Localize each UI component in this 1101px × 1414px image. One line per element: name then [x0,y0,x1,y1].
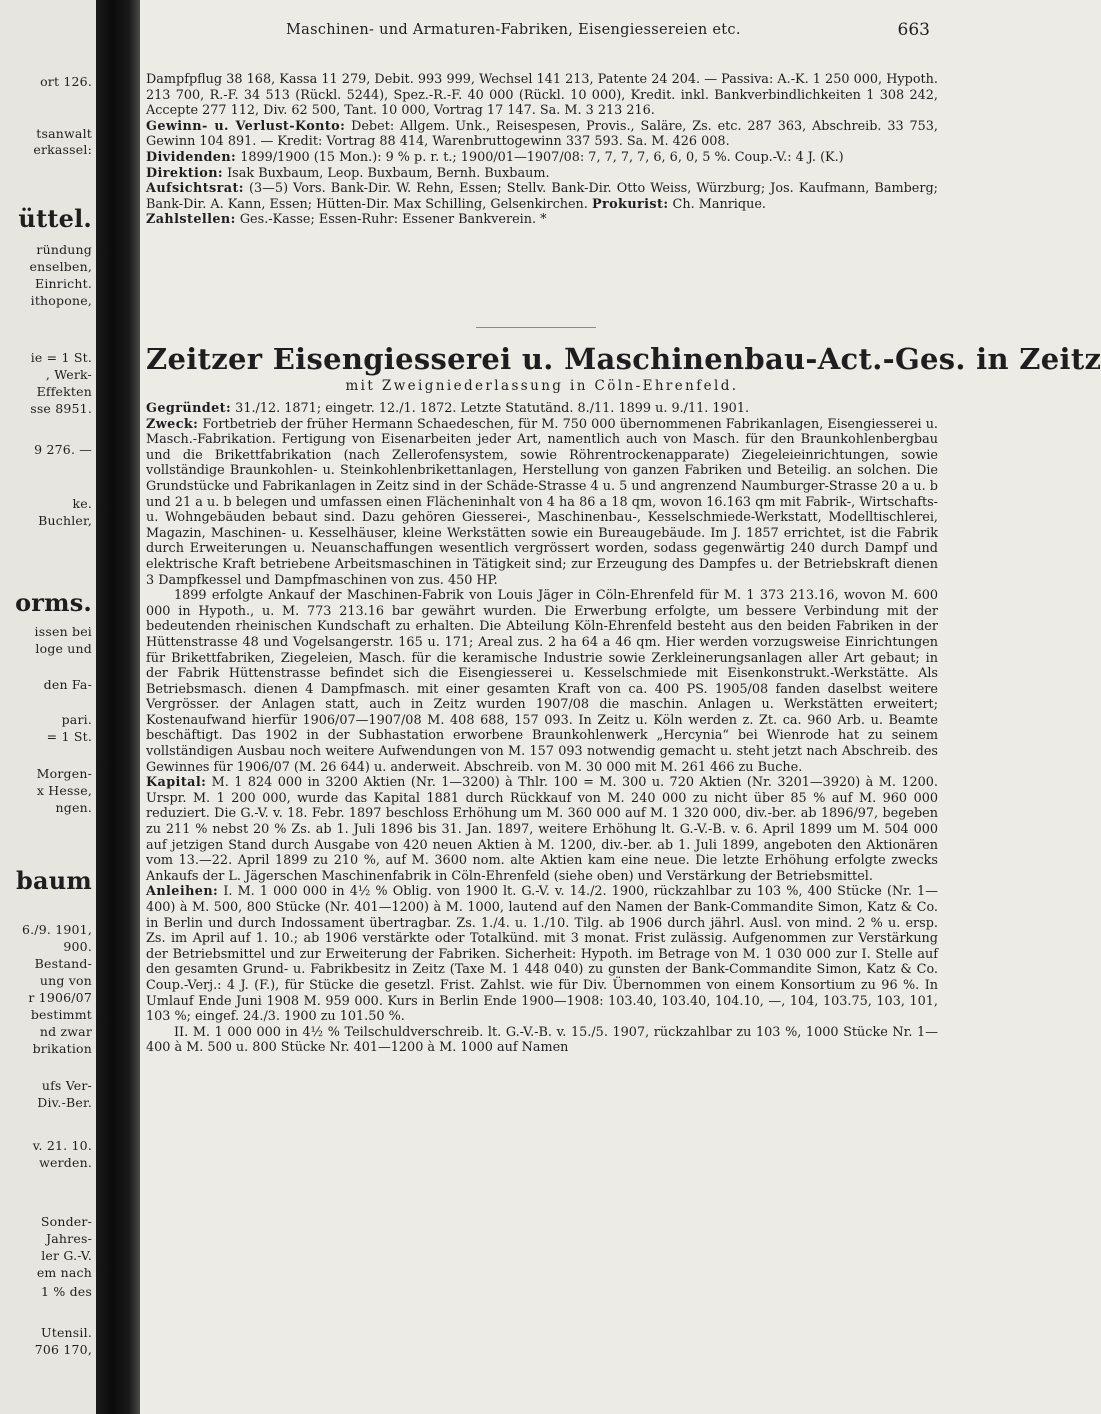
margin-line: üttel. [18,204,92,233]
margin-line: Bestand- [34,956,92,971]
margin-line: 900. [63,939,92,954]
margin-line: v. 21. 10. [32,1138,92,1153]
margin-line: ort 126. [40,74,92,89]
page-number: 663 [897,20,930,40]
running-title: Maschinen- und Armaturen-Fabriken, Eisengiessereien etc. [286,22,741,38]
margin-line: Utensil. [41,1325,92,1340]
margin-line: Jahres- [46,1231,92,1246]
paying-agents-label: Zahlstellen: [146,212,236,228]
margin-line: ufs Ver- [41,1078,92,1093]
capital-label: Kapital: [146,775,207,791]
loans-text: I. M. 1 000 000 in 4½ % Oblig. von 1900 lt. G.-V. v. 14./2. 1900, rückzahlbar zu 103 %, 400 Stücke (Nr. 1—400) à M. 500, 800 Stücke (Nr. 401—1200) à M. 1000, lautend auf den Namen der Bank-Commandite Simon, Katz & Co. in Berlin und durch Indossament übertragbar. Zs. 1./4. u. 1./10. Tilg. ab 1906 durch jährl. Ausl. von mind. 2 % u. ersp. Zs. im April auf 1. 10.; ab 1906 verstärkte oder Totalkünd. mit 3 monat. Frist zulässig. Aufgenommen zur Verstärkung der Betriebsmittel und zur Erweiterung der Fabriken. Sicherheit: Hypoth. im Betrage von M. 1 030 000 zur I. Stelle auf den gesamten Grund- u. Fabrikbesitz in Zeitz (Taxe M. 1 448 040) zu gunsten der Bank-Commandite Simon, Katz & Co. Coup.-Verj.: 4 J. (F.), für Stücke die gesetzl. Frist. Zahlst. wie für Div. Übernommen von einem Konsortium zu 96 %. In Umlauf Ende Juni 1908 M. 959 000. Kurs in Berlin Ende 1900—1908: 103.40, 103.40, 104.10, —, 104, 103.75, 103, 101, 103 %; eingef. 24./3. 1900 zu 101.50 %. [146,884,938,1025]
margin-line: ie = 1 St. [30,350,92,365]
company-entry [146,401,938,1056]
dividends-text: 1899/1900 (15 Mon.): 9 % p. r. t.; 1900/01—1907/08: 7, 7, 7, 7, 6, 6, 0, 5 %. Coup.-V.: 4 J. (K.) [240,149,844,165]
dividends-paragraph [146,150,938,166]
previous-company-entry [146,72,938,228]
margin-line: Effekten [36,384,92,399]
company-title: Zeitzer Eisengiesserei u. Maschinenbau-Act.-Ges. in Zeitz [146,342,1101,376]
running-header [146,20,936,46]
balance-sheet-text: Dampfpflug 38 168, Kassa 11 279, Debit. 993 999, Wechsel 141 213, Patente 24 204. — Passiva: A.-K. 1 250 000, Hypoth. 213 700, R.-F. 34 513 (Rückl. 5244), Spez.-R.-F. 40 000 (Rückl. 10 000), Kredit. inkl. Bankverbindlichkeiten 1 308 242, Accepte 277 112, Div. 62 500, Tant. 10 000, Vortrag 17 147. Sa. M. 3 213 216. [146,72,938,119]
margin-line: Sonder- [40,1214,92,1229]
margin-line: ke. [72,496,92,511]
profit-loss-text: Debet: Allgem. Unk., Reisespesen, Provis., Saläre, Zs. etc. 287 363, Abschreib. 33 753, Gewinn 104 891. — Kredit: Vortrag 88 414, Warenbruttogewinn 337 593. Sa. M. 426 008. [146,118,938,150]
margin-line: 9 276. — [34,442,92,457]
founded-paragraph [146,401,938,417]
supervisory-board-paragraph [146,181,938,212]
supervisory-board-label: Aufsichtsrat: [146,181,244,197]
profit-loss-paragraph [146,119,938,150]
margin-line: 1 % des [41,1284,92,1299]
procurator-label: Prokurist: [591,196,669,212]
profit-loss-label: Gewinn- u. Verlust-Konto: [146,118,346,134]
margin-line: ründung [36,242,92,257]
margin-line: = 1 St. [46,729,92,744]
direction-text: Isak Buxbaum, Leop. Buxbaum, Bernh. Buxbaum. [227,165,550,181]
margin-line: nd zwar [39,1024,92,1039]
purpose-label: Zweck: [146,416,199,432]
margin-line: ung von [39,973,92,988]
purpose-paragraph [146,417,938,589]
purpose-text: Fortbetrieb der früher Hermann Schaedeschen, für M. 750 000 übernommenen Fabrikanlagen, Eisengiesserei u. Masch.-Fabrikation. Fertigung von Eisenarbeiten jeder Art, namentlich auch von Masch. für den Braunkohlenbergbau und die Brikettfabrikation (nach Zellerofensystem, sowie Röhrentrockenapparate) Ziegeleieinrichtungen, sowie vollständige Braunkohlen- u. Steinkohlenbrikettanlagen, Herstellung von ganzen Fabriken und Beteilig. an solchen. Die Grundstücke und Fabrikanlagen in Zeitz sind in der Schäde-Strasse 4 u. 5 und angrenzend Naumburger-Strasse 20 a u. b und 21 a u. b belegen und umfassen einen Flächeninhalt von 4 ha 86 a 18 qm, wovon 16.163 qm mit Fabrik-, Wirtschafts- u. Wohngebäuden bebaut sind. Dazu gehören Giesserei-, Maschinenbau-, Kesselschmiede-Werkstatt, Modelltischlerei, Magazin, Maschinen- u. Kesselhäuser, kleine Werkstätten sowie ein Bureaugebäude. Im J. 1857 errichtet, ist die Fabrik durch Erweiterungen u. Neuanschaffungen wesentlich vergrössert worden, sodass gegenwärtig 240 durch Dampf und elektrische Kraft betriebene Arbeitsmaschinen in Tätigkeit sind; zur Erzeugung des Dampfes u. der Betriebskraft dienen 3 Dampfkessel und Dampfmaschinen von zus. 450 HP. [146,416,939,588]
book-page [146,0,1101,1414]
dividends-label: Dividenden: [146,149,237,165]
margin-line: werden. [39,1155,92,1170]
margin-line: baum [16,866,92,895]
margin-line: den Fa- [43,677,92,692]
margin-line: ithopone, [30,293,92,308]
history-paragraph: 1899 erfolgte Ankauf der Maschinen-Fabrik von Louis Jäger in Cöln-Ehrenfeld für M. 1 373 213.16, wovon M. 600 000 in Hypoth., u. M. 773 213.16 bar gewährt wurden. Die Erwerbung erfolgte, um bessere Verbindung mit der bedeutenden rheinischen Kundschaft zu erhalten. Die Abteilung Köln-Ehrenfeld besteht aus den beiden Fabriken in der Hüttenstrasse 48 und Vogelsangerstr. 165 u. 171; Areal zus. 2 ha 64 a 46 qm. Hier werden vorzugsweise Einrichtungen für Brikettfabriken, Ziegeleien, Masch. für die keramische Industrie sowie Zerkleinerungsanlagen aller Art gebaut; in der Fabrik Hüttenstrasse befindet sich die Eisengiesserei u. Kesselschmiede mit Eisenkonstrukt.-Werkstätte. Als Betriebsmasch. dienen 4 Dampfmasch. mit einer gesamten Kraft von ca. 400 PS. 1905/08 fanden daselbst weitere Vergrösser. der Anlagen statt, auch in Zeitz wurden 1907/08 die maschin. Anlagen u. Werkstätten erweitert; Kostenaufwand hierfür 1906/07—1907/08 M. 408 688, 157 093. In Zeitz u. Köln werden z. Zt. ca. 960 Arb. u. Beamte beschäftigt. Das 1902 in der Subhastation erworbene Braunkohlenwerk „Hercynia“ bei Wienrode hat zu seinem vollständigen Ausbau noch weitere Aufwendungen von M. 157 093 notwendig gemacht u. steht jetzt nach Abschreib. des Gewinnes für 1906/07 (M. 26 644) u. anderweit. Abschreib. von M. 30 000 mit M. 261 466 zu Buche. [146,588,938,775]
margin-line: orms. [15,588,92,617]
founded-label: Gegründet: [146,401,232,416]
paying-agents-paragraph [146,212,938,228]
loans-label: Anleihen: [146,884,219,900]
supervisory-board-text: (3—5) Vors. Bank-Dir. W. Rehn, Essen; Stellv. Bank-Dir. Otto Weiss, Würzburg; Jos. Kaufmann, Bamberg; Bank-Dir. A. Kann, Essen; Hütten-Dir. Max Schilling, Gelsenkirchen. [146,181,938,212]
procurator-text: Ch. Manrique. [672,196,766,212]
margin-line: sse 8951. [30,401,92,416]
margin-line: erkassel: [33,142,92,157]
margin-line: Einricht. [35,276,92,291]
margin-line: , Werk- [45,367,92,382]
margin-line: pari. [61,712,92,727]
margin-line: bestimmt [30,1007,92,1022]
margin-line: Buchler, [38,513,92,528]
margin-line: Morgen- [36,766,92,781]
loans-paragraph [146,884,938,1024]
capital-text: M. 1 824 000 in 3200 Aktien (Nr. 1—3200) à Thlr. 100 = M. 300 u. 720 Aktien (Nr. 3201—3920) à M. 1200. Urspr. M. 1 200 000, wurde das Kapital 1881 durch Rückkauf von M. 240 000 zu nicht über 85 % auf M. 960 000 reduziert. Die G.-V. v. 18. Febr. 1897 beschloss Erhöhung um M. 360 000 auf M. 1 320 000, div.-ber. ab 1896/97, begeben zu 211 % nebst 20 % Zs. ab 1. Juli 1896 bis 31. Jan. 1897, weitere Erhöhung lt. G.-V.-B. v. 6. April 1899 um M. 504 000 auf jetzigen Stand durch Ausgabe von 420 neuen Aktien à M. 1200, div.-ber. ab 1. Juli 1899, angeboten den Aktionären vom 13.—22. April 1899 zu 210 %, auf M. 3600 nom. alte Aktien kam eine neue. Die letzte Erhöhung erfolgte zwecks Ankaufs der L. Jägerschen Maschinenfabrik in Cöln-Ehrenfeld (siehe oben) und Verstärkung der Betriebsmittel. [146,775,938,884]
margin-line: tsanwalt [36,126,92,141]
paying-agents-text: Ges.-Kasse; Essen-Ruhr: Essener Bankverein. * [239,212,547,228]
margin-line: 706 170, [34,1342,92,1357]
margin-line: brikation [32,1041,92,1056]
margin-line: x Hesse, [36,783,92,798]
direction-label: Direktion: [146,165,224,181]
margin-line: loge und [35,641,92,656]
margin-line: 6./9. 1901, [21,922,92,937]
margin-line: ngen. [55,800,92,815]
book-gutter-shadow [96,0,140,1414]
margin-line: ler G.-V. [41,1248,92,1263]
margin-line: r 1906/07 [28,990,92,1005]
margin-line: em nach [36,1265,92,1280]
company-subtitle: mit Zweigniederlassung in Cöln-Ehrenfeld. [345,378,739,394]
capital-paragraph [146,775,938,884]
adjacent-page-fragment [0,0,96,1414]
founded-text: 31./12. 1871; eingetr. 12./1. 1872. Letzte Statutänd. 8./11. 1899 u. 9./11. 1901. [235,401,750,416]
direction-paragraph [146,166,938,182]
section-divider [476,327,596,328]
margin-line: issen bei [34,624,92,639]
margin-line: enselben, [29,259,92,274]
margin-line: Div.-Ber. [37,1095,92,1110]
loans-second-paragraph: II. M. 1 000 000 in 4½ % Teilschuldverschreib. lt. G.-V.-B. v. 15./5. 1907, rückzahlbar zu 103 %, 1000 Stücke Nr. 1—400 à M. 500 u. 800 Stücke Nr. 401—1200 à M. 1000 auf Namen [146,1024,938,1056]
